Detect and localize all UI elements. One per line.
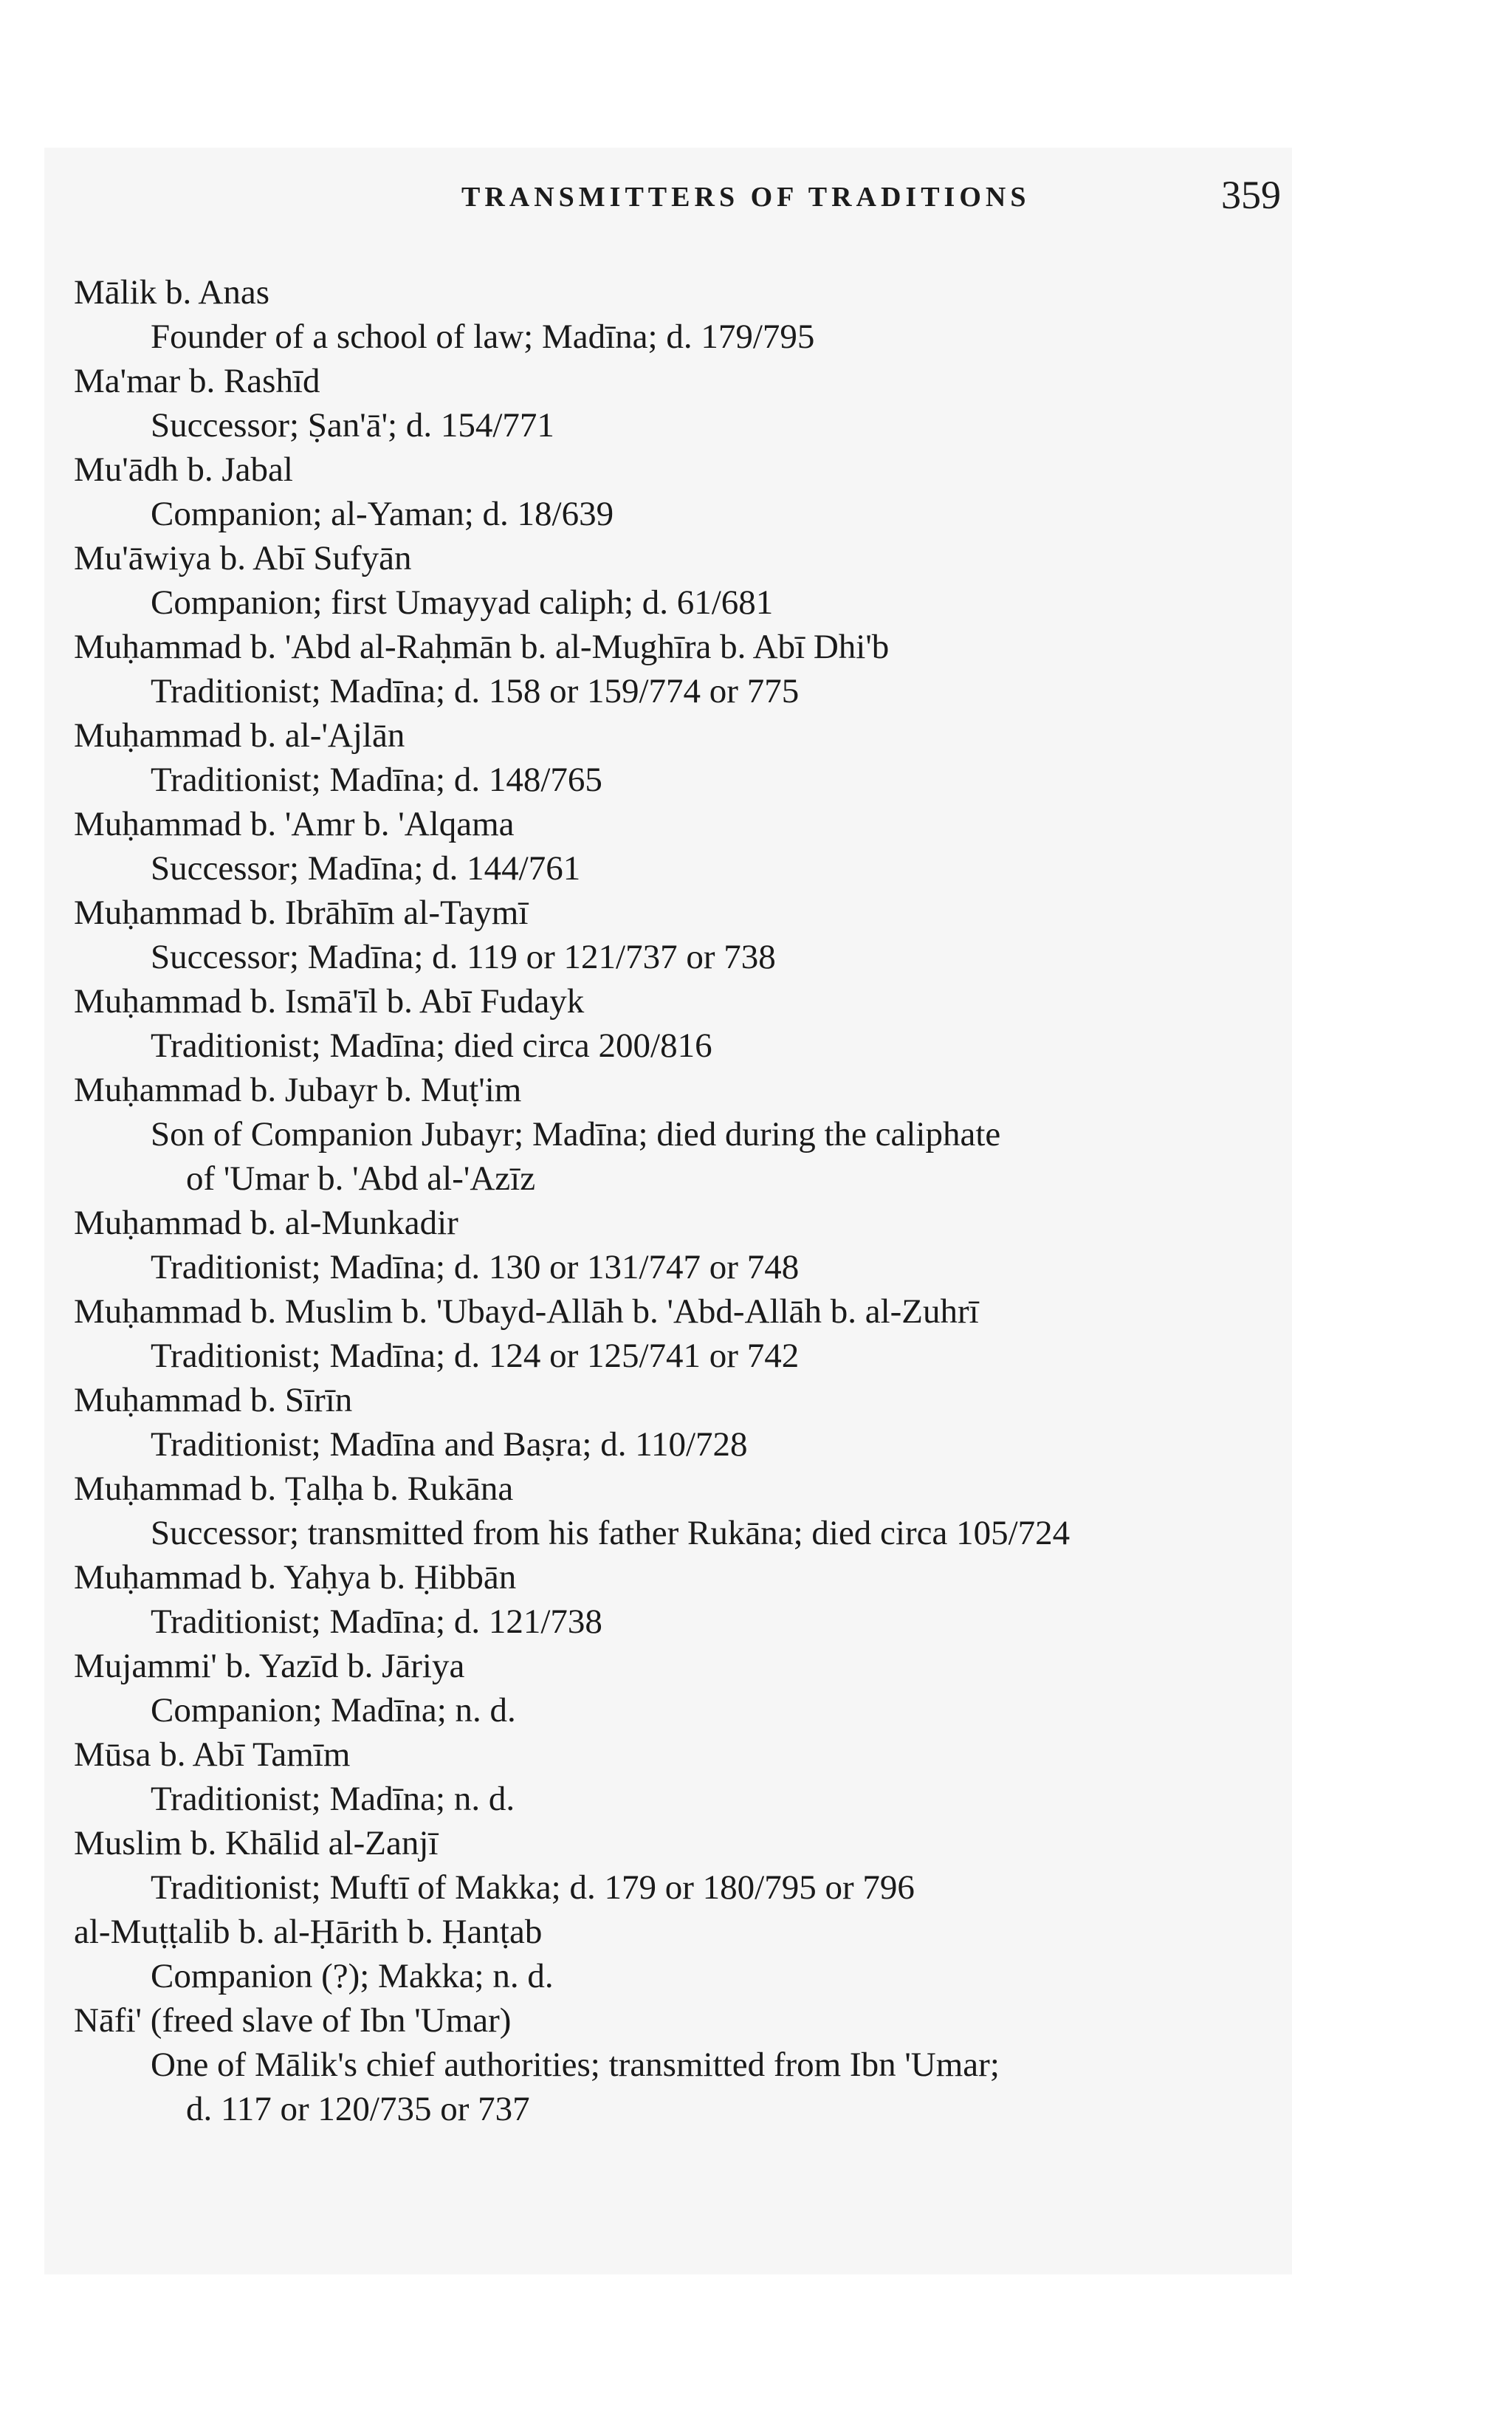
list-item: [74, 1378, 1299, 1467]
list-item: [74, 1732, 1299, 1821]
entry-name: Mujammi' b. Yazīd b. Jāriya: [74, 1647, 465, 1685]
entry-description-line-1: Son of Companion Jubayr; Madīna; died during the caliphate: [151, 1115, 1001, 1153]
entry-description: Successor; transmitted from his father Rukāna; died circa 105/724: [151, 1514, 1071, 1552]
entry-description: Successor; Ṣan'ā'; d. 154/771: [151, 406, 554, 445]
entry-name: Ma'mar b. Rashīd: [74, 362, 320, 400]
entry-name: Muḥammad b. 'Amr b. 'Alqama: [74, 805, 515, 843]
list-item: [74, 713, 1299, 802]
running-head: [461, 172, 1281, 224]
entry-description: Traditionist; Madīna; d. 158 or 159/774 or 775: [151, 672, 800, 710]
list-item: [74, 625, 1299, 713]
entry-description: Companion (?); Makka; n. d.: [151, 1957, 554, 1995]
entry-name: Muḥammad b. 'Abd al-Raḥmān b. al-Mughīra b. Abī Dhi'b: [74, 628, 890, 666]
entry-name: Mūsa b. Abī Tamīm: [74, 1735, 351, 1774]
list-item: [74, 1201, 1299, 1289]
list-item: [74, 1068, 1299, 1201]
list-item: [74, 1644, 1299, 1732]
list-item: [74, 802, 1299, 891]
list-item: [74, 1821, 1299, 1910]
entry-description: Founder of a school of law; Madīna; d. 179/795: [151, 318, 815, 356]
entry-name: Muḥammad b. Ismā'īl b. Abī Fudayk: [74, 982, 585, 1021]
list-item: [74, 1467, 1299, 1555]
entry-name: Mu'ādh b. Jabal: [74, 450, 293, 489]
entry-description-line-2: of 'Umar b. 'Abd al-'Azīz: [186, 1159, 536, 1198]
entry-description: [74, 2043, 1299, 2131]
entry-name: Muḥammad b. Sīrīn: [74, 1381, 353, 1419]
list-item: [74, 359, 1299, 448]
entry-description: Traditionist; Madīna; d. 130 or 131/747 or 748: [151, 1248, 800, 1286]
entry-name: Mālik b. Anas: [74, 273, 270, 312]
entry-name: Muḥammad b. Muslim b. 'Ubayd-Allāh b. 'Abd-Allāh b. al-Zuhrī: [74, 1292, 979, 1331]
entry-name: Muḥammad b. Ibrāhīm al-Taymī: [74, 894, 529, 932]
entry-description: Traditionist; Madīna; d. 121/738: [151, 1602, 602, 1641]
entry-description: Successor; Madīna; d. 119 or 121/737 or 738: [151, 938, 776, 976]
list-item: [74, 1998, 1299, 2131]
entry-description-line-1: One of Mālik's chief authorities; transmitted from Ibn 'Umar;: [151, 2046, 1000, 2084]
list-item: [74, 270, 1299, 359]
entry-description: Traditionist; Madīna; d. 148/765: [151, 761, 602, 799]
entry-name: Muḥammad b. al-Munkadir: [74, 1204, 458, 1242]
list-item: [74, 891, 1299, 979]
list-item: [74, 1555, 1299, 1644]
entry-description: Traditionist; Madīna; d. 124 or 125/741 or 742: [151, 1337, 800, 1375]
list-item: [74, 448, 1299, 536]
entry-name: Muḥammad b. al-'Ajlān: [74, 716, 405, 755]
entry-description-line-2: d. 117 or 120/735 or 737: [186, 2090, 530, 2128]
entry-name: al-Muṭṭalib b. al-Ḥārith b. Ḥanṭab: [74, 1913, 543, 1951]
list-item: [74, 1289, 1299, 1378]
entry-description: Traditionist; Muftī of Makka; d. 179 or 180/795 or 796: [151, 1868, 915, 1907]
entry-description: Companion; al-Yaman; d. 18/639: [151, 495, 614, 533]
entry-description: Companion; first Umayyad caliph; d. 61/681: [151, 583, 774, 622]
entry-name: Nāfi' (freed slave of Ibn 'Umar): [74, 2001, 512, 2040]
page-number: 359: [1221, 173, 1281, 217]
entry-description: Traditionist; Madīna; n. d.: [151, 1780, 515, 1818]
entry-list: [74, 270, 1299, 2131]
entry-name: Muḥammad b. Yaḥya b. Ḥibbān: [74, 1558, 517, 1597]
entry-name: Muslim b. Khālid al-Zanjī: [74, 1824, 439, 1862]
entry-description: Companion; Madīna; n. d.: [151, 1691, 516, 1729]
list-item: [74, 979, 1299, 1068]
entry-name: Mu'āwiya b. Abī Sufyān: [74, 539, 412, 577]
entry-description: Successor; Madīna; d. 144/761: [151, 849, 581, 888]
entry-name: Muḥammad b. Ṭalḥa b. Rukāna: [74, 1470, 514, 1508]
list-item: [74, 536, 1299, 625]
list-item: [74, 1910, 1299, 1998]
entry-description: Traditionist; Madīna and Baṣra; d. 110/728: [151, 1425, 748, 1464]
running-title: TRANSMITTERS OF TRADITIONS: [461, 182, 1031, 213]
entry-description: [74, 1112, 1299, 1201]
entry-name: Muḥammad b. Jubayr b. Muṭ'im: [74, 1071, 522, 1109]
entry-description: Traditionist; Madīna; died circa 200/816: [151, 1026, 712, 1065]
